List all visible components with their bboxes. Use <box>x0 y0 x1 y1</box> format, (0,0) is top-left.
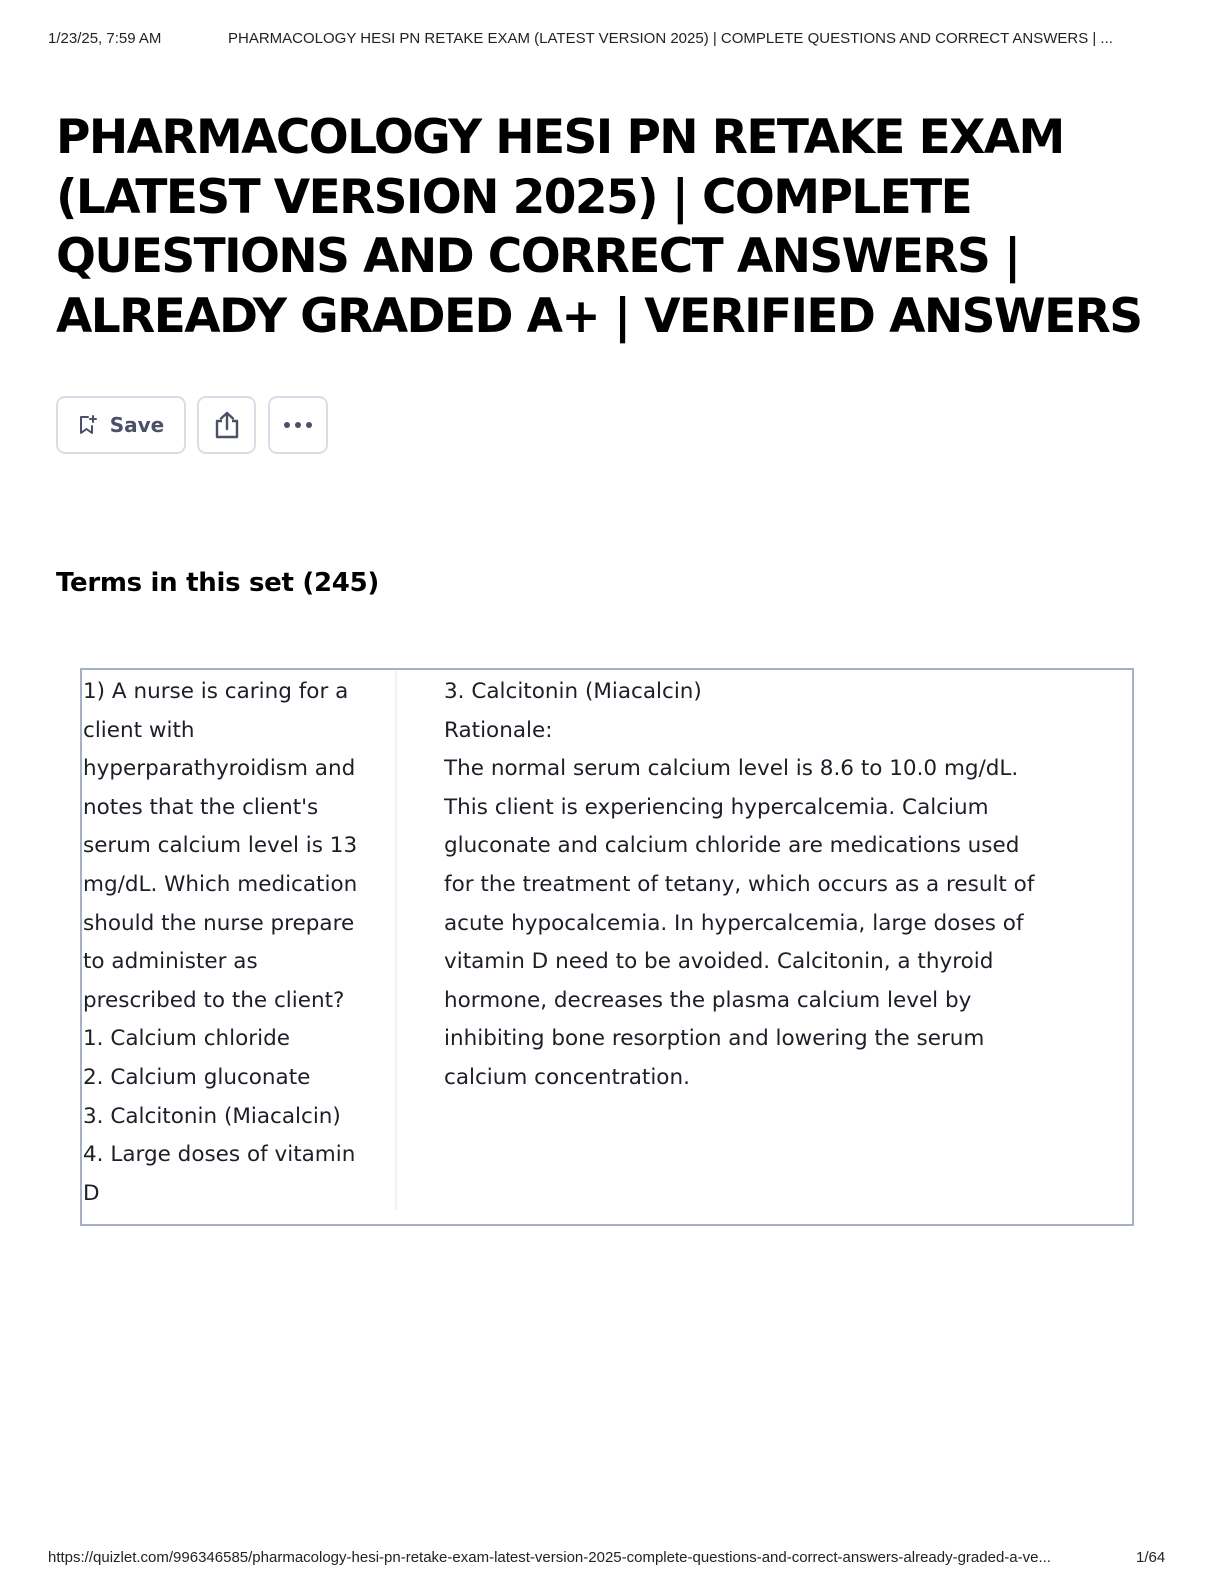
definition-line: inhibiting bone resorption and lowering the serum <box>444 1026 985 1052</box>
term-line: mg/dL. Which medication <box>83 871 358 897</box>
term-line: should the nurse prepare <box>83 910 355 936</box>
term-line: notes that the client's <box>83 794 319 820</box>
share-button[interactable] <box>197 396 256 454</box>
page-title-line: (LATEST VERSION 2025) | COMPLETE <box>56 169 972 225</box>
definition-line: hormone, decreases the plasma calcium level by <box>444 987 972 1013</box>
save-button[interactable] <box>56 396 186 454</box>
definition-line: vitamin D need to be avoided. Calcitonin, a thyroid <box>444 949 994 975</box>
term-line: 4. Large doses of vitamin <box>83 1142 356 1168</box>
more-options-button[interactable] <box>268 396 328 454</box>
print-page-number: 1/64 <box>1136 1549 1166 1566</box>
print-footer <box>48 1549 1178 1569</box>
definition-line: for the treatment of tetany, which occurs as a result of <box>444 871 1035 897</box>
term-line: serum calcium level is 13 <box>83 833 358 859</box>
share-icon <box>213 410 241 440</box>
definition-line: gluconate and calcium chloride are medications used <box>444 833 1020 859</box>
term-line: 1. Calcium chloride <box>83 1026 290 1052</box>
print-header <box>48 30 1168 50</box>
definition-line: 3. Calcitonin (Miacalcin) <box>444 679 702 704</box>
definition-line: This client is experiencing hypercalcemia. Calcium <box>444 794 989 820</box>
card-divider <box>395 670 397 1210</box>
term-question <box>83 673 373 1213</box>
bookmark-plus-icon <box>78 414 98 436</box>
page-title <box>56 108 1142 346</box>
term-line: 1) A nurse is caring for a <box>83 679 349 704</box>
term-line: 2. Calcium gluconate <box>83 1064 311 1090</box>
more-horizontal-icon <box>283 421 313 429</box>
term-card <box>80 668 1134 1226</box>
term-definition <box>444 673 1084 1098</box>
term-line: prescribed to the client? <box>83 987 345 1013</box>
term-line: D <box>83 1180 100 1206</box>
print-url: https://quizlet.com/996346585/pharmacology-hesi-pn-retake-exam-latest-version-2025-complete-questions-and-correct-answers-already-graded-a-ve... <box>48 1549 1051 1566</box>
save-button-label: Save <box>109 413 165 437</box>
print-doc-title: PHARMACOLOGY HESI PN RETAKE EXAM (LATEST VERSION 2025) | COMPLETE QUESTIONS AND CORRECT ANSWERS | ... <box>228 30 1113 47</box>
terms-heading: Terms in this set (245) <box>56 568 379 598</box>
term-line: client with <box>83 717 195 743</box>
definition-line: calcium concentration. <box>444 1064 690 1090</box>
page-title-line: QUESTIONS AND CORRECT ANSWERS | <box>56 229 1020 284</box>
page-title-line: ALREADY GRADED A+ | VERIFIED ANSWERS <box>56 288 1142 344</box>
term-line: to administer as <box>83 949 258 975</box>
definition-line: Rationale: <box>444 717 553 743</box>
definition-line: acute hypocalcemia. In hypercalcemia, large doses of <box>444 910 1024 936</box>
definition-line: The normal serum calcium level is 8.6 to 10.0 mg/dL. <box>444 756 1019 782</box>
term-line: 3. Calcitonin (Miacalcin) <box>83 1103 341 1129</box>
print-date: 1/23/25, 7:59 AM <box>48 30 162 47</box>
page-title-line: PHARMACOLOGY HESI PN RETAKE EXAM <box>56 110 1064 165</box>
term-line: hyperparathyroidism and <box>83 756 356 782</box>
